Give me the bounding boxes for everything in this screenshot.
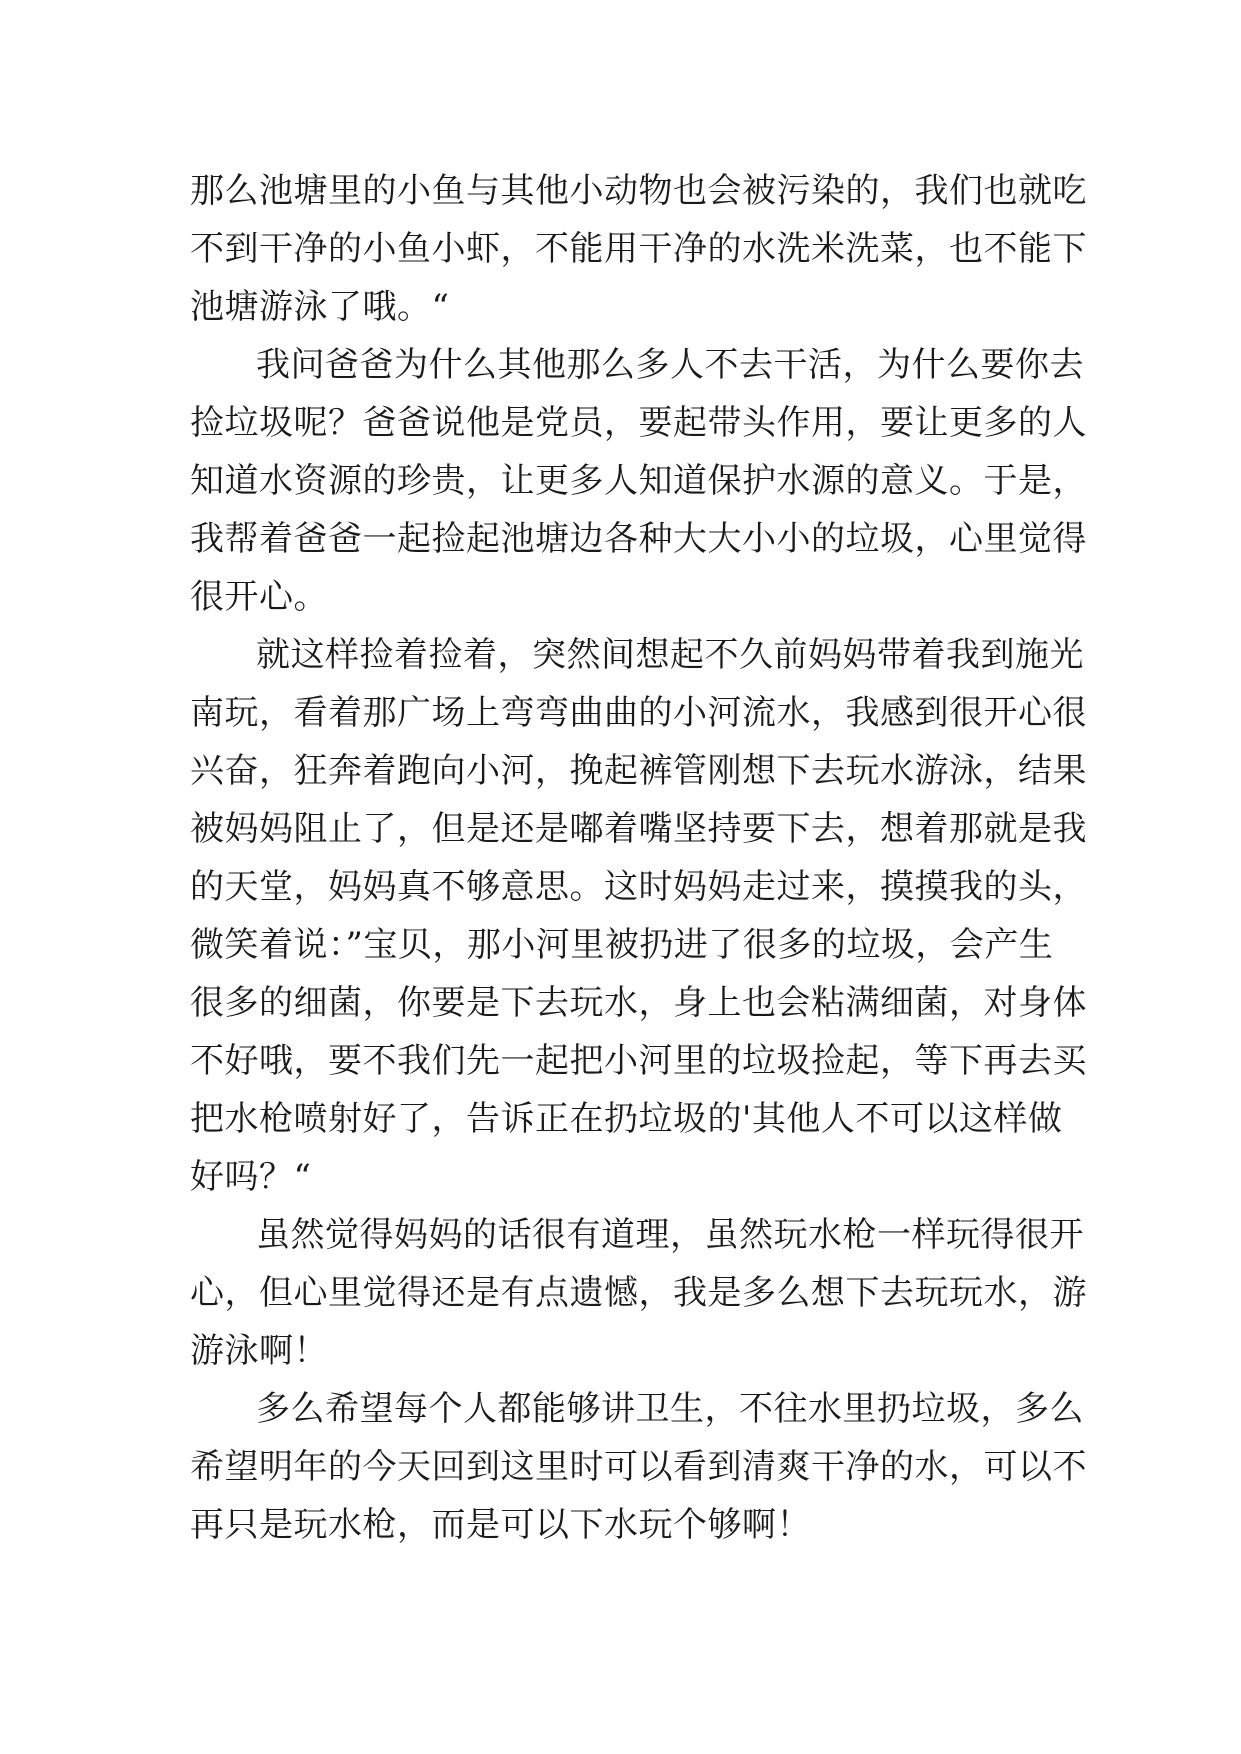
essay-body xyxy=(190,162,1087,1554)
text-line: 心，但心里觉得还是有点遗憾，我是多么想下去玩玩水，游 xyxy=(190,1273,1087,1313)
text-line: 游泳啊！ xyxy=(190,1331,328,1371)
text-line: 的天堂，妈妈真不够意思。这时妈妈走过来，摸摸我的头， xyxy=(190,867,1087,907)
text-line: 我帮着爸爸一起捡起池塘边各种大大小小的垃圾，心里觉得 xyxy=(190,519,1087,559)
text-line: 好吗？“ xyxy=(190,1157,312,1197)
paragraph-start-line: 就这样捡着捡着，突然间想起不久前妈妈带着我到施光 xyxy=(256,635,1084,675)
text-line: 再只是玩水枪，而是可以下水玩个够啊！ xyxy=(190,1505,811,1545)
text-line: 不好哦，要不我们先一起把小河里的垃圾捡起，等下再去买 xyxy=(190,1041,1087,1081)
text-line: 微笑着说：”宝贝，那小河里被扔进了很多的垃圾，会产生 xyxy=(190,925,1054,965)
text-line: 那么池塘里的小鱼与其他小动物也会被污染的，我们也就吃 xyxy=(190,171,1087,211)
text-line: 很多的细菌，你要是下去玩水，身上也会粘满细菌，对身体 xyxy=(190,983,1087,1023)
text-line: 很开心。 xyxy=(190,577,328,617)
paragraph-start-line: 我问爸爸为什么其他那么多人不去干活，为什么要你去 xyxy=(256,345,1084,385)
paragraph-start-line: 多么希望每个人都能够讲卫生，不往水里扔垃圾，多么 xyxy=(256,1389,1084,1429)
text-line: 兴奋，狂奔着跑向小河，挽起裤管刚想下去玩水游泳，结果 xyxy=(190,751,1087,791)
text-line: 不到干净的小鱼小虾，不能用干净的水洗米洗菜，也不能下 xyxy=(190,229,1087,269)
text-line: 把水枪喷射好了，告诉正在扔垃圾的'其他人不可以这样做 xyxy=(190,1099,1063,1139)
text-line: 被妈妈阻止了，但是还是嘟着嘴坚持要下去，想着那就是我 xyxy=(190,809,1087,849)
text-line: 希望明年的今天回到这里时可以看到清爽干净的水，可以不 xyxy=(190,1447,1087,1487)
paragraph-start-line: 虽然觉得妈妈的话很有道理，虽然玩水枪一样玩得很开 xyxy=(256,1215,1084,1255)
text-line: 知道水资源的珍贵，让更多人知道保护水源的意义。于是， xyxy=(190,461,1087,501)
text-line: 池塘游泳了哦。“ xyxy=(190,287,450,327)
text-line: 捡垃圾呢？爸爸说他是党员，要起带头作用，要让更多的人 xyxy=(190,403,1087,443)
text-line: 南玩，看着那广场上弯弯曲曲的小河流水，我感到很开心很 xyxy=(190,693,1087,733)
